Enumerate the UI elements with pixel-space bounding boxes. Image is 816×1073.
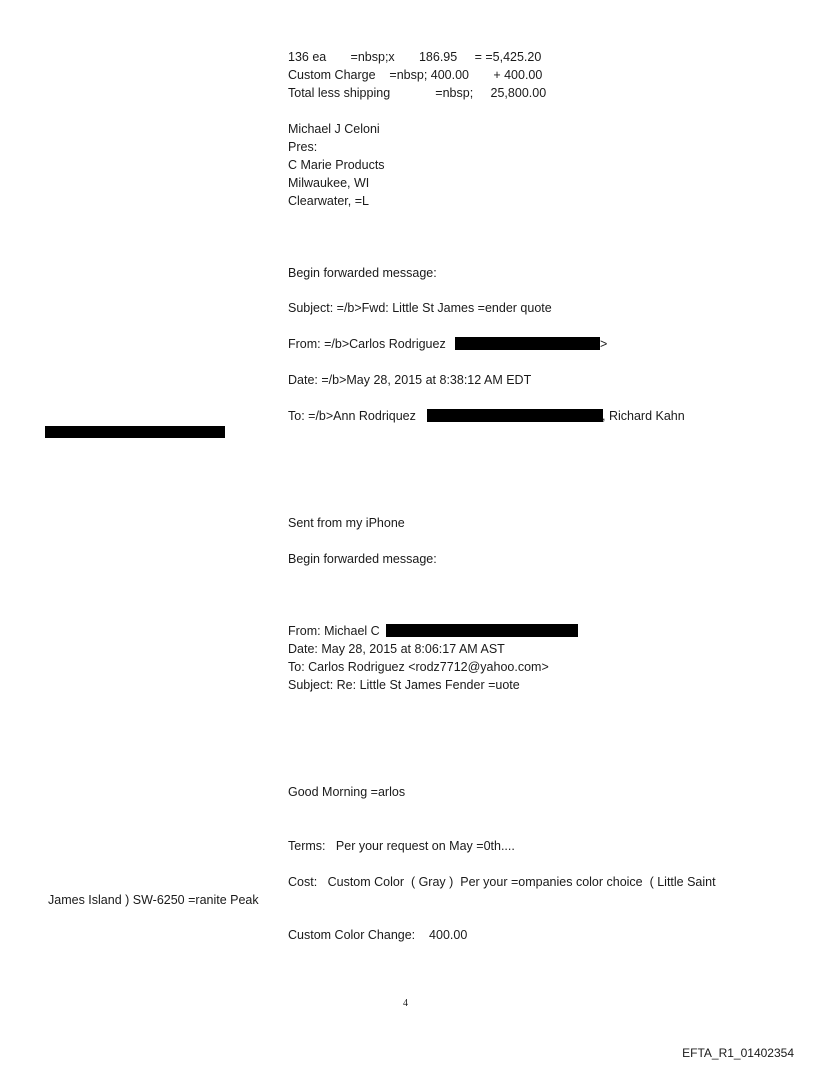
invoice-line-custom-charge: Custom Charge =nbsp; 400.00 + 400.00 bbox=[288, 68, 543, 82]
message-to: To: Carlos Rodriguez <rodz7712@yahoo.com> bbox=[288, 660, 549, 674]
sent-from-iphone: Sent from my iPhone bbox=[288, 516, 405, 530]
redaction-bar bbox=[427, 409, 603, 422]
body-terms: Terms: Per your request on May =0th.... bbox=[288, 839, 515, 853]
body-greeting: Good Morning =arlos bbox=[288, 785, 406, 799]
forward-date: Date: =/b>May 28, 2015 at 8:38:12 AM EDT bbox=[288, 373, 532, 387]
invoice-line-quantity: 136 ea =nbsp;x 186.95 = =5,425.20 bbox=[288, 50, 542, 64]
signature-company: C Marie Products bbox=[288, 158, 385, 172]
forward-subject: Subject: =/b>Fwd: Little St James =ender quote bbox=[288, 301, 552, 315]
body-cost-continued: James Island ) SW-6250 =ranite Peak bbox=[48, 893, 259, 907]
bates-number: EFTA_R1_01402354 bbox=[682, 1046, 794, 1060]
forward-begin-label: Begin forwarded message: bbox=[288, 266, 437, 280]
body-cost: Cost: Custom Color ( Gray ) Per your =ompanies color choice ( Little Saint bbox=[288, 875, 716, 889]
redaction-bar bbox=[455, 337, 600, 350]
forward-begin-label-2: Begin forwarded message: bbox=[288, 552, 437, 566]
signature-name: Michael J Celoni bbox=[288, 122, 380, 136]
message-subject: Subject: Re: Little St James Fender =uote bbox=[288, 678, 520, 692]
redaction-bar bbox=[386, 624, 578, 637]
signature-title: Pres: bbox=[288, 140, 318, 154]
forward-from: From: =/b>Carlos Rodriguez bbox=[288, 337, 446, 351]
forward-to: To: =/b>Ann Rodriquez bbox=[288, 409, 416, 423]
body-custom-color-change: Custom Color Change: 400.00 bbox=[288, 928, 468, 942]
signature-city: Milwaukee, WI bbox=[288, 176, 370, 190]
redaction-bar bbox=[45, 426, 225, 438]
forward-from-trail: > bbox=[600, 337, 608, 351]
message-date: Date: May 28, 2015 at 8:06:17 AM AST bbox=[288, 642, 505, 656]
message-from: From: Michael C bbox=[288, 624, 380, 638]
forward-to-trail: , Richard Kahn bbox=[602, 409, 685, 423]
invoice-line-total: Total less shipping =nbsp; 25,800.00 bbox=[288, 86, 547, 100]
page-number: 4 bbox=[403, 998, 408, 1009]
signature-city-alt: Clearwater, =L bbox=[288, 194, 369, 208]
